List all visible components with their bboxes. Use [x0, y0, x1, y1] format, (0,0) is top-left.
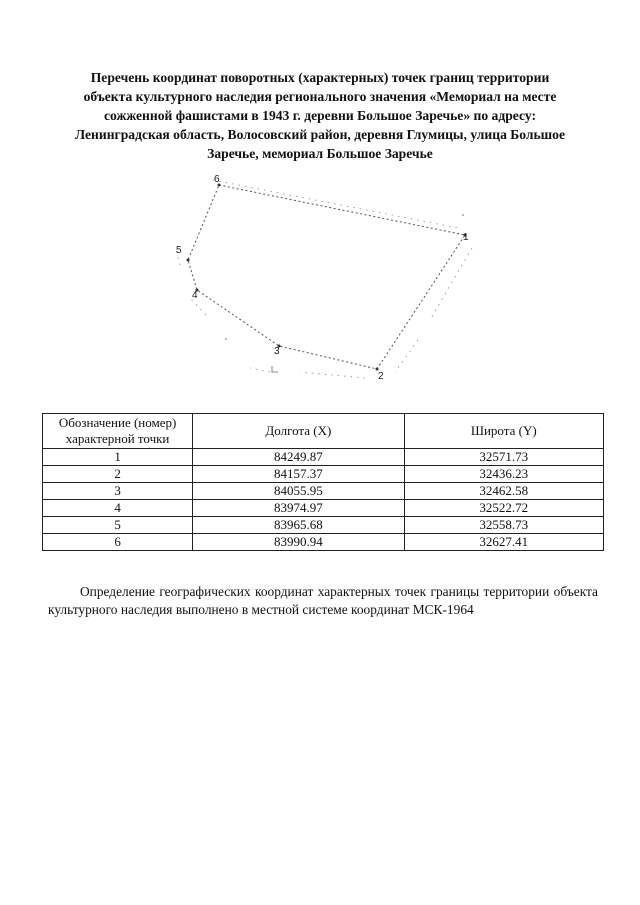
longitude-value: 84055.95	[193, 483, 404, 500]
coordinate-system-note: Определение географических координат характерных точек границы территории объекта культурного наследия выполнено в местной системе координат МСК-1964	[48, 584, 598, 617]
table-row	[43, 449, 604, 466]
point-label-5: 5	[176, 245, 182, 256]
table-row	[43, 517, 604, 534]
latitude-value: 32462.58	[404, 483, 603, 500]
point-label-1: 1	[463, 232, 469, 243]
point-label-4: 4	[192, 290, 198, 301]
boundary-plan	[160, 165, 490, 395]
latitude-value: 32522.72	[404, 500, 603, 517]
point-label-3: 3	[274, 346, 280, 357]
column-header-point: Обозначение (номер) характерной точки	[43, 414, 193, 449]
point-number: 1	[43, 449, 193, 466]
plan-fragment	[272, 366, 278, 372]
longitude-value: 83965.68	[193, 517, 404, 534]
latitude-value: 32558.73	[404, 517, 603, 534]
table-header-row	[43, 414, 604, 449]
plan-dot	[225, 338, 227, 340]
boundary-line	[188, 185, 465, 369]
column-header-latitude: Широта (Y)	[404, 414, 603, 449]
title-line: Ленинградская область, Волосовский район, деревня Глумицы, улица Большое	[74, 127, 565, 142]
coordinates-table	[42, 413, 604, 551]
table-row	[43, 534, 604, 551]
longitude-value: 83974.97	[193, 500, 404, 517]
table-row	[43, 500, 604, 517]
point-label-2: 2	[378, 371, 384, 382]
column-header-longitude: Долгота (X)	[193, 414, 404, 449]
latitude-value: 32571.73	[404, 449, 603, 466]
longitude-value: 84157.37	[193, 466, 404, 483]
point-number: 4	[43, 500, 193, 517]
title-line: сожженной фашистами в 1943 г. деревни Большое Заречье» по адресу:	[104, 108, 536, 123]
point-number: 2	[43, 466, 193, 483]
document-title	[40, 68, 600, 163]
table-row	[43, 466, 604, 483]
vertex-marker	[187, 259, 190, 262]
point-label-6: 6	[214, 174, 220, 185]
table-row	[43, 483, 604, 500]
latitude-value: 32627.41	[404, 534, 603, 551]
longitude-value: 84249.87	[193, 449, 404, 466]
title-line: Заречье, мемориал Большое Заречье	[207, 146, 433, 161]
title-line: объекта культурного наследия регионального значения «Мемориал на месте	[83, 89, 557, 104]
point-number: 3	[43, 483, 193, 500]
point-number: 6	[43, 534, 193, 551]
plan-dot	[462, 214, 464, 216]
boundary-offset-marks	[176, 180, 472, 378]
title-line: Перечень координат поворотных (характерных) точек границ территории	[90, 70, 550, 85]
point-number: 5	[43, 517, 193, 534]
latitude-value: 32436.23	[404, 466, 603, 483]
longitude-value: 83990.94	[193, 534, 404, 551]
